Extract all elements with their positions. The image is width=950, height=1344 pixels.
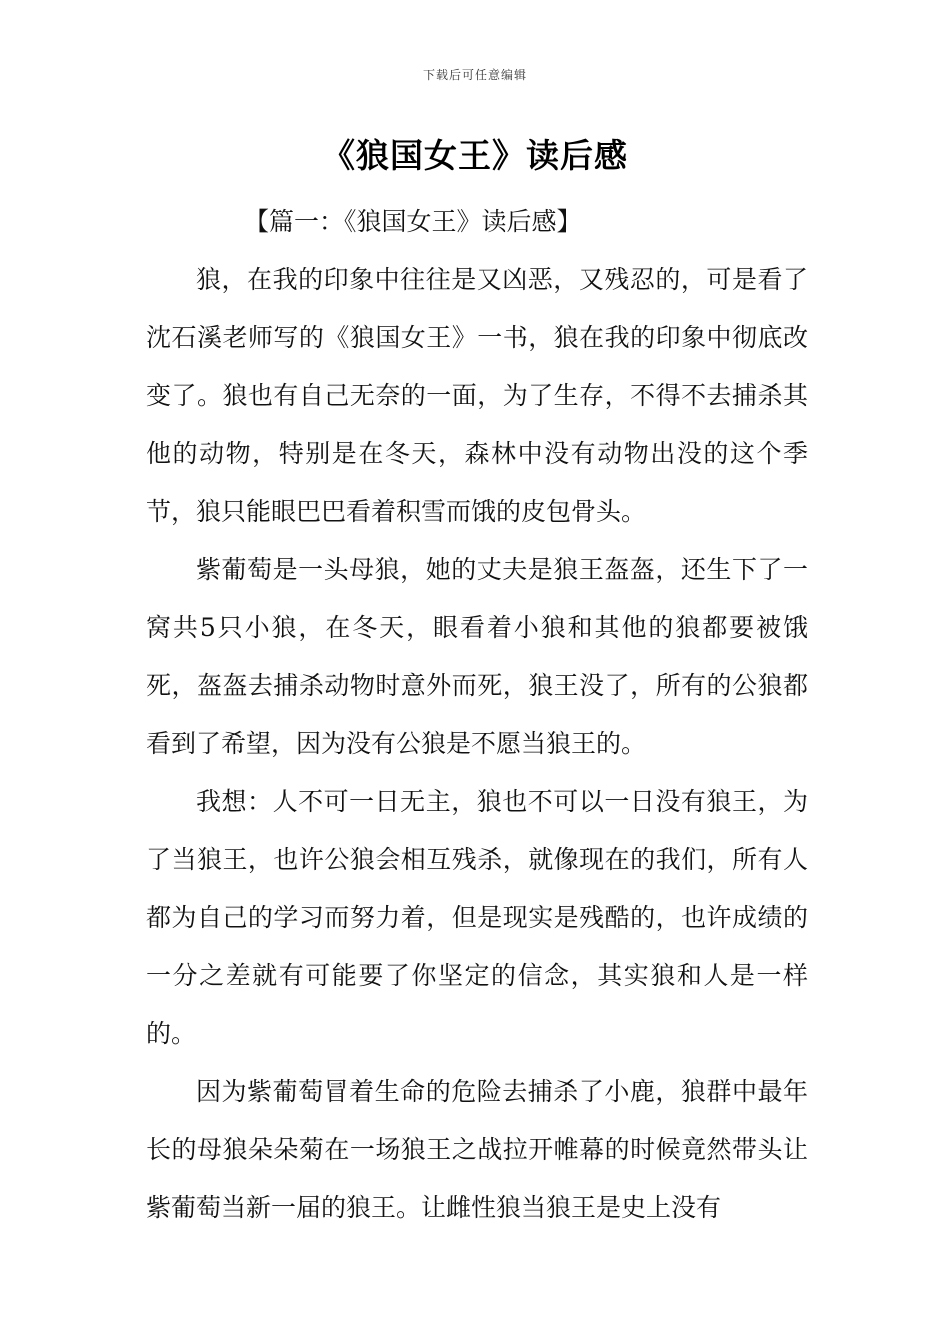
- paragraph: 我想：人不可一日无主，狼也不可以一日没有狼王，为了当狼王，也许公狼会相互残杀，就像现在的我们，所有人都为自己的学习而努力着，但是现实是残酷的，也许成绩的一分之差就有可能要了你坚定的信念，其实狼和人是一样的。: [146, 787, 808, 1048]
- section-heading: 【篇一：《狼国女王》读后感】: [244, 207, 582, 236]
- page-header-note: 下载后可任意编辑: [422, 68, 527, 82]
- document-body: [146, 193, 808, 1237]
- paragraph: 紫葡萄是一头母狼，她的丈夫是狼王盔盔，还生下了一窝共5只小狼，在冬天，眼看着小狼和其他的狼都要被饿死，盔盔去捕杀动物时意外而死，狼王没了，所有的公狼都看到了希望，因为没有公狼是不愿当狼王的。: [146, 555, 808, 758]
- document-title: 《狼国女王》读后感: [322, 136, 628, 175]
- paragraph: 因为紫葡萄冒着生命的危险去捕杀了小鹿，狼群中最年长的母狼朵朵菊在一场狼王之战拉开帷幕的时候竟然带头让紫葡萄当新一届的狼王。让雌性狼当狼王是史上没有: [146, 1077, 808, 1222]
- paragraph: 狼，在我的印象中往往是又凶恶，又残忍的，可是看了沈石溪老师写的《狼国女王》一书，狼在我的印象中彻底改变了。狼也有自己无奈的一面，为了生存，不得不去捕杀其他的动物，特别是在冬天，森林中没有动物出没的这个季节，狼只能眼巴巴看着积雪而饿的皮包骨头。: [146, 265, 808, 526]
